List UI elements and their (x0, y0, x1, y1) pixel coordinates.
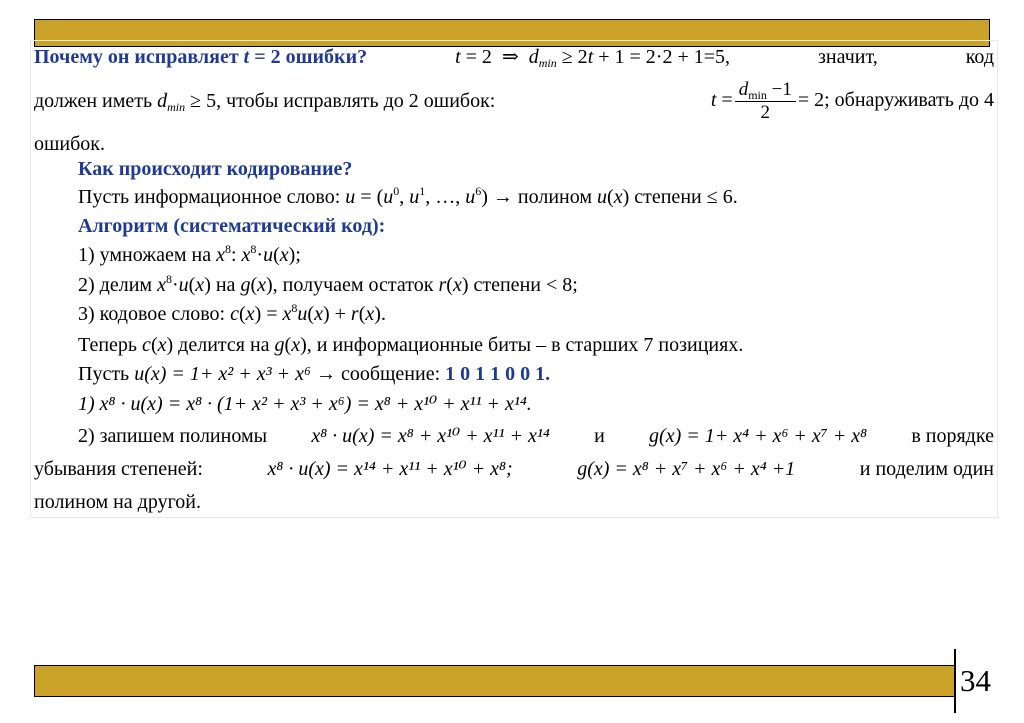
heading-algorithm: Алгоритм (систематический код): (78, 215, 386, 237)
word-kod: код (965, 46, 994, 68)
step-2: 2) делим $x^8\cdot u(x)$ на g(x), получаем остаток r(x) степени < 8; (78, 272, 578, 296)
formula-g: g(x) = 1+ x⁴ + x⁶ + x⁷ + x⁸ (649, 425, 868, 447)
formula-x8u-desc: x⁸ · u(x) = x¹⁴ + x¹¹ + x¹⁰ + x⁸; (267, 458, 513, 480)
formula-t-fraction: t = $\frac{d_{min} -1}{2}$ = 2; обнаруживать до 4 (710, 78, 994, 123)
line-now-divisible: Теперь c(x) делится на g(x), и информационные биты – в старших 7 позициях. (78, 334, 744, 356)
question-why: Почему он исправляет t = 2 ошибки? (34, 46, 368, 68)
formula-g-desc: g(x) = x⁸ + x⁷ + x⁶ + x⁴ +1 (577, 458, 796, 480)
line2-text: должен иметь $d_{min} \ge 5$, чтобы исправлять до 2 ошибок: (34, 90, 496, 114)
page-number: 34 (960, 663, 991, 698)
step-3: 3) кодовое слово: $c(x) = x^8u(x) + r(x)$. (78, 301, 386, 325)
line-info-word: Пусть информационное слово: $u = (u^0$, $u^1$, …, $u^6$) → полином u(x) степени ≤ 6. (78, 184, 738, 208)
word-znachit: значит, (818, 46, 878, 68)
line-why-corrects (34, 45, 994, 69)
line-write-polynomials: 2) запишем полиномы x⁸ · u(x) = x⁸ + x¹⁰ + x¹¹ + x¹⁴ и g(x) = 1+ x⁴ + x⁶ + x⁷ + x⁸ в порядке (78, 425, 994, 447)
line-errors: ошибок. (34, 133, 105, 155)
message-bits: 1 0 1 1 0 0 1. (445, 363, 551, 385)
formula-product: x⁸ · u(x) = x⁸ · (1+ x² + x³ + x⁶) = x⁸ + x¹⁰ + x¹¹ + x¹⁴. (99, 393, 532, 415)
formula-x8u: x⁸ · u(x) = x⁸ + x¹⁰ + x¹¹ + x¹⁴ (311, 425, 550, 447)
fraction: $\frac{d_{min} -1}{2}$ (735, 79, 796, 124)
formula-u: u(x) = 1+ x² + x³ + x⁶ (134, 363, 311, 385)
line-must-have (34, 76, 994, 126)
line-descending: убывания степеней: x⁸ · u(x) = x¹⁴ + x¹¹ + x¹⁰ + x⁸; g(x) = x⁸ + x⁷ + x⁶ + x⁴ +1 и поделим один (34, 458, 994, 480)
step-1: 1) умножаем на $x^8$: $x^8\cdot u(x)$; (78, 242, 301, 266)
line-formula-1: 1) x⁸ · u(x) = x⁸ · (1+ x² + x³ + x⁶) = x⁸ + x¹⁰ + x¹¹ + x¹⁴. (78, 393, 532, 415)
line-divide: полином на другой. (34, 491, 202, 513)
heading-encoding: Как происходит кодирование? (78, 158, 353, 180)
divider-line (954, 649, 956, 713)
bottom-decorative-bar (34, 665, 955, 697)
line-message: Пусть u(x) = 1+ x² + x³ + x⁶ → сообщение: 1 0 1 1 0 0 1. (78, 363, 551, 385)
formula-dmin: t = 2 ⇒ $d_{min} \ge 2t + 1 = 2\cdot 2 + 1=5$, (455, 46, 731, 70)
